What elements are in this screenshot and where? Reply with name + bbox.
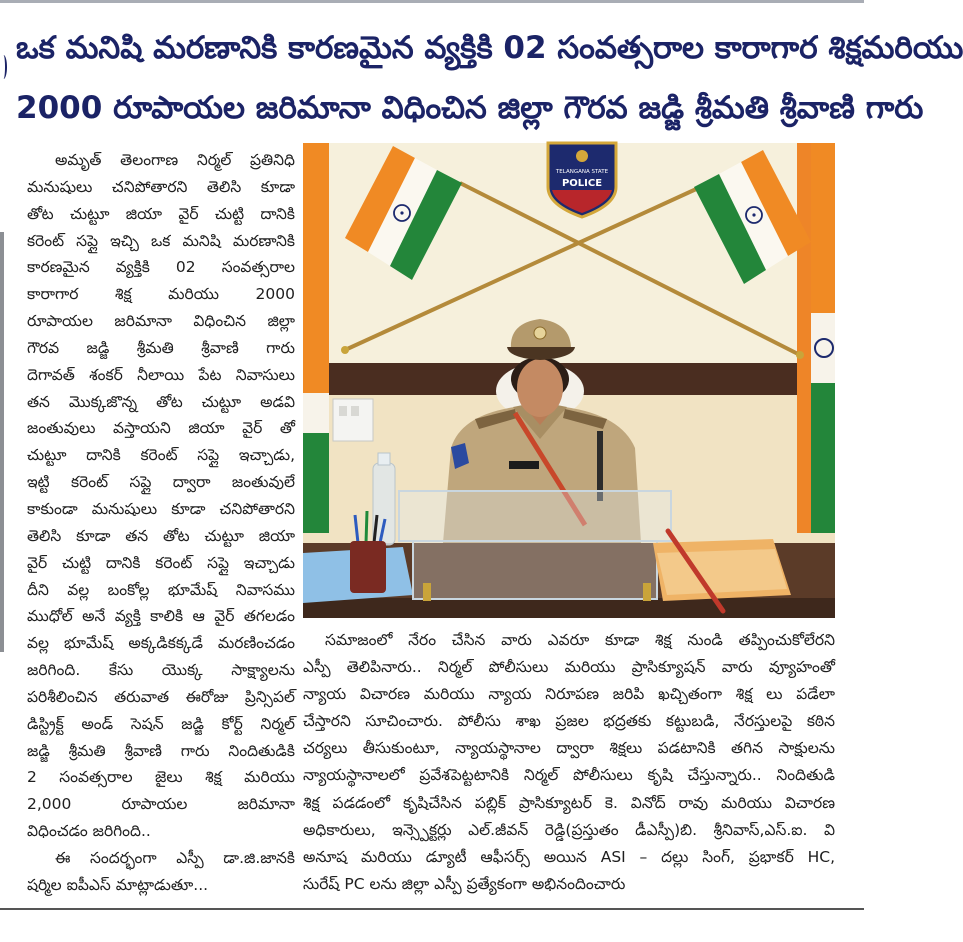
acrylic-nameplate-stand <box>399 491 671 601</box>
text-line: రూపాయల జరిమానా విధించిన జిల్లా <box>27 312 295 331</box>
text-line: 2,000 రూపాయల జరిమానా <box>27 795 295 814</box>
text-line: శిక్ష పడడంలో కృషిచేసిన పబ్లిక్ ప్రాసిక్యూటర్ కె. వినోద్ రావు మరియు విచారణ <box>303 793 835 812</box>
text-line: విధించడం జరిగింది.. <box>27 822 151 841</box>
text-line: సమాజంలో నేరం చేసిన వారు ఎవరూ కూడా శిక్ష నుండి తప్పించుకోలేరని <box>325 631 835 649</box>
name-plate <box>509 461 539 469</box>
left-draped-flag <box>303 143 329 533</box>
state-emblem-icon <box>576 150 588 162</box>
adjacent-clipping-fragment <box>0 55 7 79</box>
text-line: ఇట్టి కరెంట్ సప్లై ద్వారా జంతువులే <box>27 473 295 492</box>
badge-top-text: TELANGANA STATE <box>555 169 609 175</box>
paragraph-case-report <box>27 147 295 845</box>
right-draped-flag <box>797 143 835 533</box>
text-line: చర్యలు తీసుకుంటూ, న్యాయస్థానాల ద్వారా శిక్షలు పడటానికి తగిన సాక్షులను <box>303 739 835 758</box>
text-line: తెలిసి కూడా తన తోట చుట్టూ జియా <box>27 526 295 545</box>
text-line: న్యాయస్థానాలలో ప్రవేశపెట్టటానికి నిర్మల్ పోలీసులు కృషి చేస్తున్నారు.. నిందితుడి <box>303 766 835 785</box>
text-line: మనుషులు చనిపోతారని తెలిసి కూడా <box>27 177 295 196</box>
adjacent-clipping-edge <box>0 232 4 652</box>
text-line: కరెంట్ సప్లై ఇచ్చి ఒక మనిషి మరణానికి <box>27 231 295 250</box>
text-line: గౌరవ జడ్జి శ్రీమతి శ్రీవాణి గారు <box>27 338 295 357</box>
text-line: చుట్టూ దానికి కరెంట్ సప్లై ఇచ్చాడు, <box>27 446 295 465</box>
headline-line-2: 2000 రూపాయల జరిమానా విధించిన జిల్లా గౌరవ జడ్జి శ్రీమతి శ్రీవాణి గారు <box>16 90 924 126</box>
text-line: వల్ల భూమేష్ అక్కడికక్కడే మరణించడం <box>27 634 295 653</box>
text-line: తన మొక్కజొన్న తోట చుట్టూ అడవి <box>27 392 295 411</box>
text-line: జంతువులు వస్తాయని జియా వైర్ తో <box>27 419 295 438</box>
text-line: వైర్ చుట్టి దానికి కరెంట్ సప్లై ఇచ్చాడు <box>27 553 295 572</box>
text-line: ముధోల్ అనే వ్యక్తి కాలికి ఆ వైర్ తగలడం <box>27 607 295 626</box>
text-line: కాకుండా మనుషులు కూడా చనిపోతారని <box>27 499 295 518</box>
bottom-rule <box>0 908 864 910</box>
text-line: జరిగింది. కేసు యొక్క సాక్ష్యాలను <box>27 661 295 680</box>
text-line: పరిశీలించిన తరువాత ఈరోజు ప్రిన్సిపల్ <box>27 687 295 706</box>
article-photo <box>303 143 835 618</box>
desk-front <box>303 598 835 618</box>
pole-finial <box>796 351 804 359</box>
text-line: డిస్ట్రిక్ట్ అండ్ సెషన్ జడ్జి కోర్ట్ నిర్మల్ <box>27 714 295 733</box>
pole-finial <box>341 346 349 354</box>
left-column <box>27 147 295 902</box>
badge-main-text: POLICE <box>561 178 603 189</box>
text-line: దీని వల్ల బంకోల్ల భూమేష్ నివాసము <box>27 580 295 599</box>
orange-files <box>653 539 791 601</box>
paragraph-sp-remarks-lead <box>27 845 295 899</box>
switch-board <box>333 399 373 441</box>
headline-line-1: ఒక మనిషి మరణానికి కారణమైన వ్యక్తికి 02 సంవత్సరాల కారాగార శిక్షమరియు <box>16 30 963 66</box>
text-line: న్యాయ విచారణ మరియు న్యాయ నిరూపణ జరిపి ఖచ్చితంగా శిక్ష లు పడేలా <box>303 685 835 704</box>
text-line: ఎస్పీ తెలిపినారు.. నిర్మల్ పోలీసులు మరియు ప్రాసిక్యూషన్ వారు వ్యూహంతో <box>303 658 835 677</box>
text-line: అమృత్ తెలంగాణ నిర్మల్ ప్రతినిధి <box>55 151 295 169</box>
text-line: కారాగార శిక్ష మరియు 2000 <box>27 285 295 304</box>
top-rule <box>0 0 864 3</box>
paragraph-sp-statement <box>303 627 835 898</box>
text-line: దెగావత్ శంకర్ నీలాయి పేట నివాసులు <box>27 365 295 384</box>
text-line: అధికారులు, ఇన్స్పెక్టర్లు ఎల్.జీవన్ రెడ్డి(ప్రస్తుతం డీఎస్పీ)బి. శ్రీనివాస్,ఎస్.ఐ. వి <box>303 820 835 839</box>
text-line: షర్మిల ఐపీఎస్ మాట్లాడుతూ... <box>27 875 209 894</box>
text-line: కారణమైన వ్యక్తికి 02 సంవత్సరాల <box>27 258 295 277</box>
text-line: ఈ సందర్భంగా ఎస్పీ డా.జి.జానకి <box>55 848 295 867</box>
text-line: సురేష్ PC లను జిల్లా ఎస్పీ ప్రత్యేకంగా అభినందించారు <box>303 874 626 893</box>
text-line: తోట చుట్టూ జియా వైర్ చుట్టి దానికి <box>27 204 295 223</box>
text-line: అనూష మరియు డ్యూటీ ఆఫీసర్స్ అయిన ASI – దల్లు సింగ్, ప్రభాకర్ HC, <box>303 847 835 866</box>
cap-badge-icon <box>534 327 546 339</box>
telangana-police-badge <box>548 143 616 217</box>
right-column <box>303 627 835 903</box>
face <box>517 359 563 417</box>
text-line: 2 సంవత్సరాల జైలు శిక్ష మరియు <box>27 768 295 787</box>
text-line: చేస్తారని సూచించారు. పోలీసు శాఖ ప్రజల భద్రతకు కట్టుబడి, నేరస్తులపై కఠిన <box>303 712 835 731</box>
text-line: జడ్జి శ్రీమతి శ్రీవాణి గారు నిందితుడికి <box>27 741 295 760</box>
